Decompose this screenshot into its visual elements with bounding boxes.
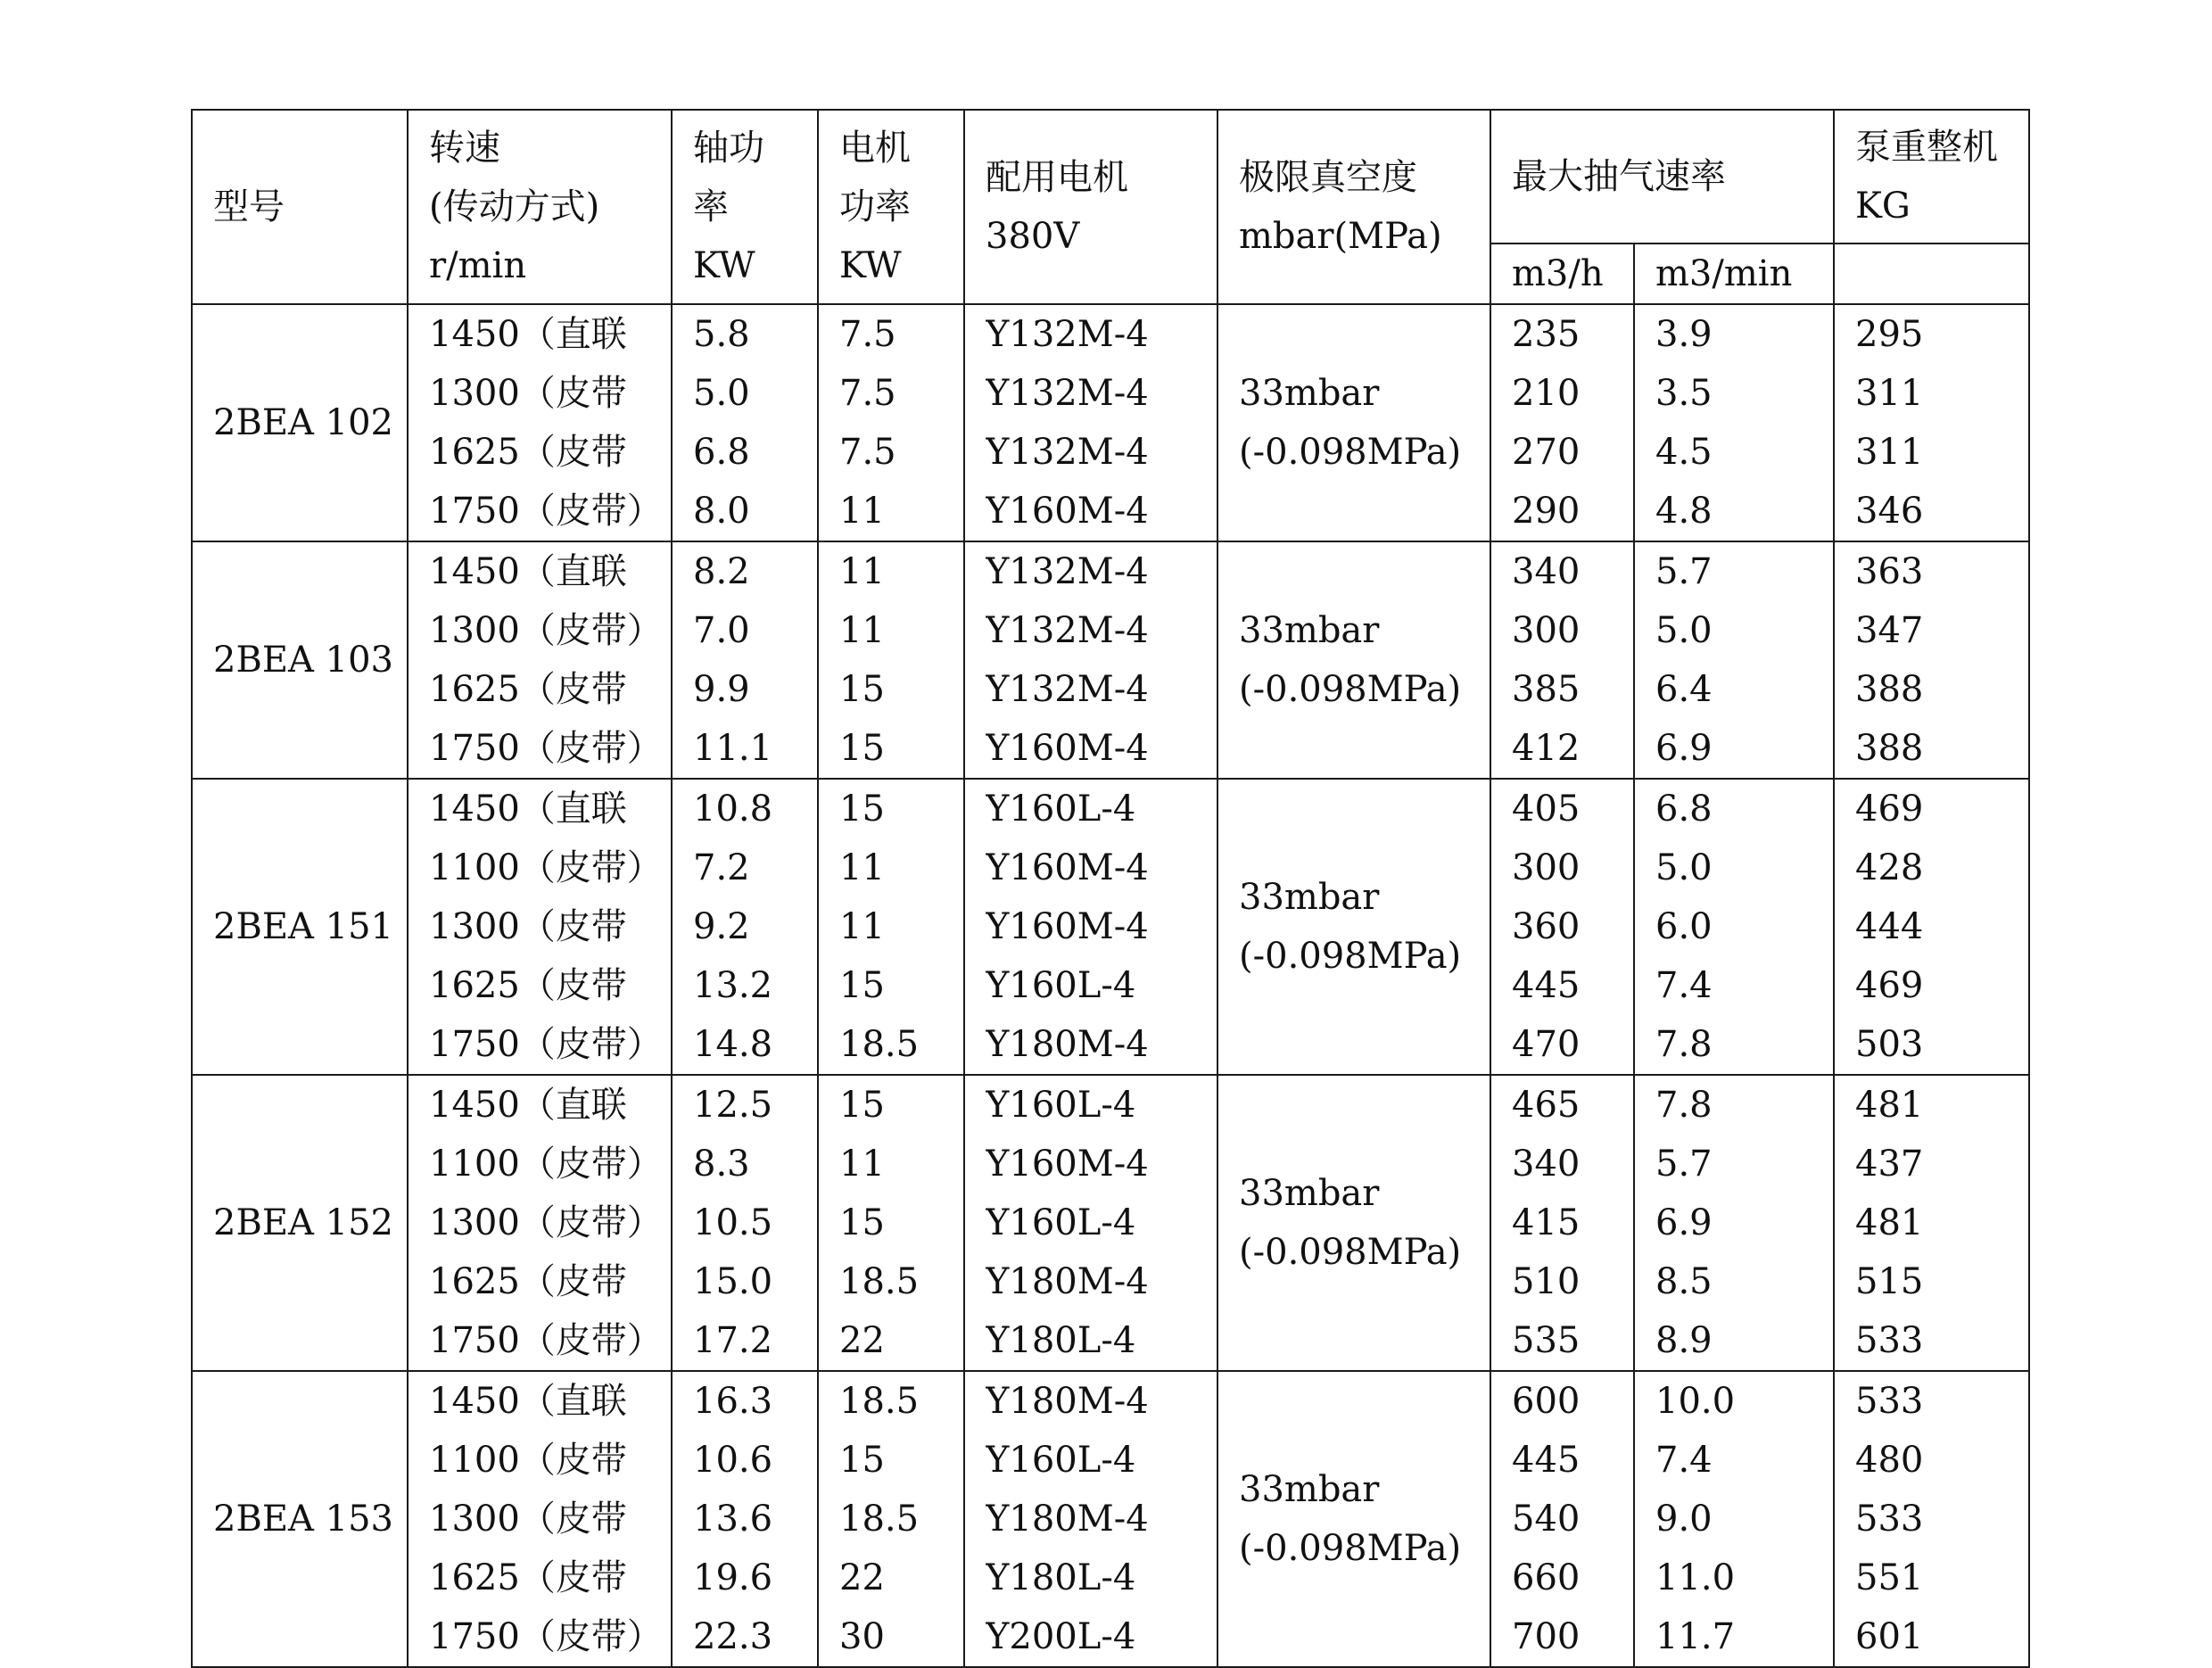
cell-motor-power-value: 22 [839, 1320, 885, 1361]
cell-speed-value: 1625（皮带 [429, 965, 627, 1006]
cell-motor-power [818, 1075, 964, 1371]
cell-flow-m3h-value: 360 [1512, 906, 1581, 947]
cell-shaft-power-value: 13.2 [693, 965, 773, 1006]
cell-speed-value: 1450（直联 [429, 551, 627, 592]
cell-motor-value: Y180M-4 [986, 1381, 1149, 1422]
cell-speed-value: 1300（皮带） [429, 1202, 663, 1243]
cell-motor-value: Y132M-4 [986, 551, 1149, 592]
cell-motor-power [818, 541, 964, 779]
cell-flow-m3h-value: 300 [1512, 847, 1581, 888]
cell-motor [964, 1075, 1217, 1371]
cell-weight-value: 428 [1855, 847, 1924, 888]
cell-shaft-power [672, 1075, 818, 1371]
cell-shaft-power-value: 11.1 [693, 728, 773, 769]
cell-flow-m3min-value: 5.7 [1655, 1144, 1713, 1185]
cell-flow-m3h-value: 470 [1512, 1024, 1581, 1065]
cell-flow-m3h-value: 535 [1512, 1320, 1581, 1361]
header-speed: 转速 (传动方式) r/min [408, 110, 672, 304]
table-row [192, 1075, 2029, 1371]
cell-flow-m3min [1634, 1371, 1834, 1667]
header-flow-m3h: m3/h [1490, 244, 1634, 304]
cell-vacuum [1217, 779, 1490, 1075]
cell-motor-power-value: 11 [839, 610, 885, 651]
cell-flow-m3min-value: 5.0 [1655, 610, 1713, 651]
header-flow-m3min: m3/min [1634, 244, 1834, 304]
cell-shaft-power-value: 19.6 [693, 1557, 773, 1598]
cell-flow-m3min-value: 7.4 [1655, 965, 1713, 1006]
cell-flow-m3h-value: 415 [1512, 1202, 1581, 1243]
cell-speed-value: 1450（直联 [429, 1085, 627, 1126]
cell-motor-power-value: 22 [839, 1557, 885, 1598]
cell-flow-m3h-value: 290 [1512, 491, 1581, 532]
cell-weight-value: 363 [1855, 551, 1924, 592]
cell-weight-value: 311 [1855, 432, 1924, 473]
cell-shaft-power-value: 12.5 [693, 1085, 773, 1126]
cell-flow-m3h-value: 270 [1512, 432, 1581, 473]
cell-shaft-power-value: 6.8 [693, 432, 750, 473]
vacuum-line: (-0.098MPa) [1239, 1528, 1462, 1569]
cell-speed-value: 1300（皮带） [429, 610, 663, 651]
cell-motor-power-value: 7.5 [839, 432, 896, 473]
vacuum-line: 33mbar [1239, 373, 1380, 414]
table-body [192, 304, 2029, 1667]
table-row [192, 1371, 2029, 1667]
cell-flow-m3h-value: 340 [1512, 551, 1581, 592]
cell-motor-power-value: 11 [839, 1144, 885, 1185]
cell-weight-value: 481 [1855, 1202, 1924, 1243]
cell-flow-m3min-value: 6.8 [1655, 789, 1713, 830]
cell-weight [1834, 304, 2029, 541]
cell-speed-value: 1300（皮带 [429, 1499, 627, 1540]
cell-shaft-power [672, 1371, 818, 1667]
cell-flow-m3min-value: 4.5 [1655, 432, 1713, 473]
cell-motor-power-value: 30 [839, 1616, 885, 1657]
cell-weight-value: 444 [1855, 906, 1924, 947]
cell-flow-m3min-value: 11.7 [1655, 1616, 1736, 1657]
cell-weight-value: 515 [1855, 1261, 1924, 1302]
cell-shaft-power-value: 10.8 [693, 789, 773, 830]
cell-shaft-power-value: 15.0 [693, 1261, 773, 1302]
cell-weight-value: 480 [1855, 1440, 1924, 1481]
cell-vacuum [1217, 304, 1490, 541]
table-row [192, 304, 2029, 541]
cell-motor-value: Y180M-4 [986, 1024, 1149, 1065]
cell-weight-value: 469 [1855, 965, 1924, 1006]
cell-weight-value: 295 [1855, 314, 1924, 355]
header-max-flow: 最大抽气速率 [1490, 110, 1834, 244]
vacuum-line: (-0.098MPa) [1239, 1232, 1462, 1273]
cell-speed-value: 1750（皮带） [429, 1320, 663, 1361]
header-weight-unit-blank [1834, 244, 2029, 304]
cell-flow-m3min-value: 6.0 [1655, 906, 1713, 947]
header-motor-power: 电机 功率 KW [818, 110, 964, 304]
cell-flow-m3min [1634, 541, 1834, 779]
cell-motor-power-value: 11 [839, 491, 885, 532]
cell-speed-value: 1625（皮带 [429, 1261, 627, 1302]
cell-motor-power-value: 18.5 [839, 1381, 920, 1422]
table-row [192, 541, 2029, 779]
cell-shaft-power-value: 7.2 [693, 847, 750, 888]
cell-flow-m3h-value: 340 [1512, 1144, 1581, 1185]
cell-motor-value: Y160L-4 [986, 1440, 1136, 1481]
cell-speed-value: 1750（皮带） [429, 728, 663, 769]
cell-motor-value: Y132M-4 [986, 314, 1149, 355]
cell-speed [408, 304, 672, 541]
cell-flow-m3min-value: 10.0 [1655, 1381, 1736, 1422]
table-header [192, 110, 2029, 304]
cell-flow-m3min [1634, 779, 1834, 1075]
vacuum-line: 33mbar [1239, 877, 1380, 918]
cell-motor [964, 779, 1217, 1075]
cell-flow-m3min-value: 5.0 [1655, 847, 1713, 888]
cell-flow-m3h-value: 235 [1512, 314, 1581, 355]
cell-motor-power [818, 304, 964, 541]
cell-motor-power-value: 11 [839, 906, 885, 947]
cell-flow-m3h-value: 445 [1512, 965, 1581, 1006]
cell-shaft-power [672, 304, 818, 541]
cell-motor-value: Y160L-4 [986, 1085, 1136, 1126]
cell-vacuum [1217, 1371, 1490, 1667]
cell-flow-m3h [1490, 304, 1634, 541]
cell-speed [408, 1371, 672, 1667]
header-shaft-power: 轴功 率 KW [672, 110, 818, 304]
cell-motor-value: Y160M-4 [986, 847, 1149, 888]
cell-speed-value: 1100（皮带） [429, 847, 663, 888]
cell-motor-value: Y160L-4 [986, 789, 1136, 830]
table-row [192, 779, 2029, 1075]
cell-weight-value: 601 [1855, 1616, 1924, 1657]
vacuum-line: 33mbar [1239, 1469, 1380, 1510]
cell-flow-m3min-value: 9.0 [1655, 1499, 1713, 1540]
cell-flow-m3min-value: 4.8 [1655, 491, 1713, 532]
cell-speed-value: 1100（皮带） [429, 1144, 663, 1185]
cell-flow-m3min-value: 3.5 [1655, 373, 1713, 414]
cell-weight [1834, 1075, 2029, 1371]
cell-motor-power-value: 18.5 [839, 1261, 920, 1302]
cell-flow-m3h-value: 510 [1512, 1261, 1581, 1302]
cell-motor-value: Y160M-4 [986, 906, 1149, 947]
cell-shaft-power-value: 13.6 [693, 1499, 773, 1540]
cell-shaft-power-value: 17.2 [693, 1320, 773, 1361]
cell-motor-value: Y160L-4 [986, 965, 1136, 1006]
cell-speed [408, 779, 672, 1075]
cell-weight-value: 481 [1855, 1085, 1924, 1126]
cell-vacuum [1217, 1075, 1490, 1371]
cell-flow-m3min-value: 6.9 [1655, 728, 1713, 769]
cell-motor-value: Y160M-4 [986, 491, 1149, 532]
cell-flow-m3h-value: 405 [1512, 789, 1581, 830]
vacuum-line: (-0.098MPa) [1239, 936, 1462, 977]
cell-flow-m3h-value: 700 [1512, 1616, 1581, 1657]
cell-shaft-power-value: 5.0 [693, 373, 750, 414]
cell-shaft-power-value: 5.8 [693, 314, 750, 355]
cell-model: 2BEA 152 [192, 1075, 408, 1371]
cell-motor-power-value: 7.5 [839, 373, 896, 414]
cell-motor-power-value: 15 [839, 728, 885, 769]
cell-flow-m3h-value: 300 [1512, 610, 1581, 651]
cell-flow-m3h-value: 600 [1512, 1381, 1581, 1422]
header-weight: 泵重整机 KG [1834, 110, 2029, 244]
cell-flow-m3h-value: 210 [1512, 373, 1581, 414]
cell-motor-value: Y180L-4 [986, 1320, 1136, 1361]
cell-weight-value: 388 [1855, 669, 1924, 710]
cell-motor-power-value: 15 [839, 1202, 885, 1243]
cell-flow-m3min [1634, 1075, 1834, 1371]
cell-motor-power-value: 15 [839, 789, 885, 830]
cell-weight-value: 388 [1855, 728, 1924, 769]
cell-speed-value: 1450（直联 [429, 1381, 627, 1422]
cell-shaft-power-value: 7.0 [693, 610, 750, 651]
cell-motor-value: Y160M-4 [986, 728, 1149, 769]
cell-flow-m3min-value: 6.9 [1655, 1202, 1713, 1243]
vacuum-line: 33mbar [1239, 610, 1380, 651]
cell-speed-value: 1450（直联 [429, 314, 627, 355]
cell-flow-m3h-value: 465 [1512, 1085, 1581, 1126]
cell-weight [1834, 779, 2029, 1075]
cell-flow-m3h-value: 540 [1512, 1499, 1581, 1540]
cell-motor-value: Y200L-4 [986, 1616, 1136, 1657]
cell-motor-value: Y180M-4 [986, 1261, 1149, 1302]
cell-flow-m3min-value: 7.8 [1655, 1024, 1713, 1065]
cell-flow-m3h [1490, 1075, 1634, 1371]
cell-shaft-power-value: 10.5 [693, 1202, 773, 1243]
cell-speed [408, 541, 672, 779]
cell-weight-value: 503 [1855, 1024, 1924, 1065]
cell-motor-power-value: 15 [839, 669, 885, 710]
cell-speed-value: 1450（直联 [429, 789, 627, 830]
cell-motor-power-value: 11 [839, 551, 885, 592]
cell-motor [964, 541, 1217, 779]
cell-weight-value: 469 [1855, 789, 1924, 830]
cell-motor-power-value: 7.5 [839, 314, 896, 355]
cell-weight-value: 533 [1855, 1381, 1924, 1422]
cell-speed-value: 1625（皮带 [429, 432, 627, 473]
cell-speed-value: 1300（皮带 [429, 373, 627, 414]
cell-flow-m3min-value: 8.5 [1655, 1261, 1713, 1302]
cell-flow-m3min-value: 8.9 [1655, 1320, 1713, 1361]
cell-weight-value: 437 [1855, 1144, 1924, 1185]
cell-shaft-power-value: 22.3 [693, 1616, 773, 1657]
cell-weight-value: 311 [1855, 373, 1924, 414]
cell-flow-m3min-value: 7.8 [1655, 1085, 1713, 1126]
cell-motor [964, 304, 1217, 541]
cell-weight [1834, 1371, 2029, 1667]
cell-flow-m3min-value: 11.0 [1655, 1557, 1736, 1598]
cell-motor-value: Y180L-4 [986, 1557, 1136, 1598]
cell-shaft-power-value: 8.2 [693, 551, 750, 592]
cell-speed-value: 1750（皮带） [429, 491, 663, 532]
cell-motor-value: Y132M-4 [986, 373, 1149, 414]
cell-motor-power-value: 15 [839, 1440, 885, 1481]
vacuum-line: 33mbar [1239, 1173, 1380, 1214]
cell-motor [964, 1371, 1217, 1667]
cell-flow-m3h-value: 385 [1512, 669, 1581, 710]
cell-speed-value: 1750（皮带） [429, 1024, 663, 1065]
cell-motor-value: Y160M-4 [986, 1144, 1149, 1185]
cell-model: 2BEA 103 [192, 541, 408, 779]
cell-motor-power-value: 15 [839, 965, 885, 1006]
cell-motor-power [818, 779, 964, 1075]
cell-shaft-power-value: 16.3 [693, 1381, 773, 1422]
cell-shaft-power-value: 9.2 [693, 906, 750, 947]
cell-motor-value: Y132M-4 [986, 610, 1149, 651]
cell-speed-value: 1100（皮带 [429, 1440, 627, 1481]
cell-motor-power-value: 18.5 [839, 1499, 920, 1540]
cell-flow-m3min-value: 6.4 [1655, 669, 1713, 710]
cell-motor-power-value: 11 [839, 847, 885, 888]
cell-model: 2BEA 151 [192, 779, 408, 1075]
cell-motor-power-value: 15 [839, 1085, 885, 1126]
cell-motor-value: Y132M-4 [986, 432, 1149, 473]
cell-flow-m3h [1490, 1371, 1634, 1667]
cell-shaft-power [672, 541, 818, 779]
cell-flow-m3min-value: 3.9 [1655, 314, 1713, 355]
cell-shaft-power [672, 779, 818, 1075]
cell-vacuum [1217, 541, 1490, 779]
cell-shaft-power-value: 14.8 [693, 1024, 773, 1065]
vacuum-line: (-0.098MPa) [1239, 669, 1462, 710]
cell-speed [408, 1075, 672, 1371]
cell-flow-m3min-value: 7.4 [1655, 1440, 1713, 1481]
cell-speed-value: 1300（皮带 [429, 906, 627, 947]
cell-weight-value: 346 [1855, 491, 1924, 532]
cell-shaft-power-value: 8.0 [693, 491, 750, 532]
cell-shaft-power-value: 8.3 [693, 1144, 750, 1185]
header-motor: 配用电机 380V [964, 110, 1217, 304]
cell-weight-value: 533 [1855, 1320, 1924, 1361]
cell-motor-power [818, 1371, 964, 1667]
cell-motor-value: Y160L-4 [986, 1202, 1136, 1243]
header-model: 型号 [192, 110, 408, 304]
cell-shaft-power-value: 10.6 [693, 1440, 773, 1481]
cell-flow-m3h-value: 445 [1512, 1440, 1581, 1481]
vacuum-line: (-0.098MPa) [1239, 432, 1462, 473]
cell-flow-m3h [1490, 779, 1634, 1075]
cell-model: 2BEA 153 [192, 1371, 408, 1667]
cell-speed-value: 1625（皮带 [429, 669, 627, 710]
cell-motor-value: Y132M-4 [986, 669, 1149, 710]
header-vacuum: 极限真空度 mbar(MPa) [1217, 110, 1490, 304]
cell-flow-m3h-value: 660 [1512, 1557, 1581, 1598]
cell-weight-value: 347 [1855, 610, 1924, 651]
cell-shaft-power-value: 9.9 [693, 669, 750, 710]
cell-speed-value: 1750（皮带） [429, 1616, 663, 1657]
cell-model: 2BEA 102 [192, 304, 408, 541]
pump-spec-table [191, 109, 2030, 1668]
cell-flow-m3h [1490, 541, 1634, 779]
cell-weight-value: 551 [1855, 1557, 1924, 1598]
cell-motor-value: Y180M-4 [986, 1499, 1149, 1540]
cell-flow-m3min [1634, 304, 1834, 541]
cell-motor-power-value: 18.5 [839, 1024, 920, 1065]
cell-weight-value: 533 [1855, 1499, 1924, 1540]
header-row [192, 110, 2029, 244]
cell-weight [1834, 541, 2029, 779]
cell-speed-value: 1625（皮带 [429, 1557, 627, 1598]
cell-flow-m3min-value: 5.7 [1655, 551, 1713, 592]
cell-flow-m3h-value: 412 [1512, 728, 1581, 769]
